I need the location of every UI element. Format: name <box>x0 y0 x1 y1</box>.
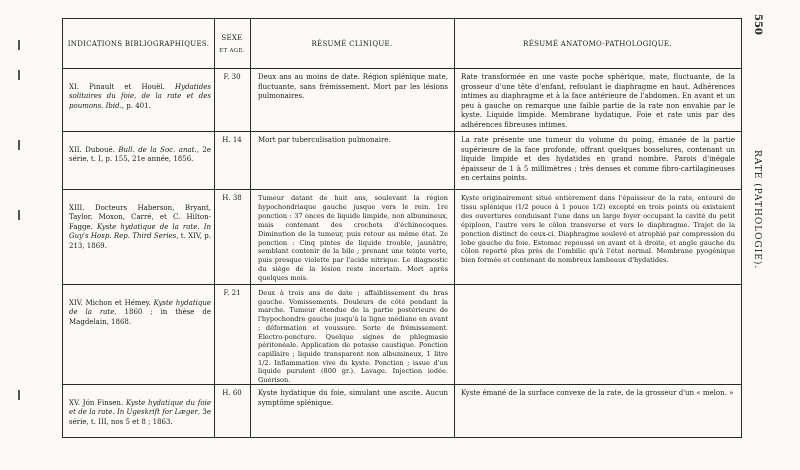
reference-xiv: XIV. Michon et Hémey. Kyste hydatique de la rate, 1860 ; in thèse de Magdelain, 1868. <box>69 298 212 326</box>
column-divider <box>454 19 455 437</box>
page-number: 550 <box>752 14 763 35</box>
margin-mark <box>18 70 20 80</box>
anatomo-xi: Rate transformée en une vaste poche sphérique, mate, fluctuante, de la grosseur d'une tête d'enfant, refoulant le diaphragme en haut. Adhérences intimes au diaphragme et à la face antérieure de l'abdomen. En avant et un peu à gauche on remarque une faible partie de la rate non envahie par le kyste. Liquide limpide. Membrane hydatique. Foie et rate unis par des adhérences fibreuses intimes. <box>461 73 735 129</box>
column-divider <box>250 19 251 437</box>
sex-age-xii: H. 14 <box>222 136 242 144</box>
header-sex-age: SEXE ET AGE. <box>214 19 250 69</box>
reference-xii: XII. Duboué. Bull. de la Soc. anat., 2e série, t. I, p. 155, 21e année, 1856. <box>69 145 211 164</box>
clinical-xii: Mort par tuberculisation pulmonaire. <box>258 136 391 144</box>
anatomo-xii: La rate présente une tumeur du volume du poing, émanée de la partie supérieure de la face profonde, offrant quelques bosselures, contenant un liquide limpide et des hydatides en grand nombre. Parois d'inégale épaisseur de 1 à 5 millimètres ; très denses et comme fibro-cartilagineuses en certains points. <box>461 136 735 183</box>
sex-age-xv: H. 60 <box>222 389 242 397</box>
margin-mark <box>18 40 20 50</box>
reference-xv: XV. Jón Finsen. Kyste hydatique du foie et de la rate. In Ugeskrift for Læger, 3e série, t. III, nos 5 et 8 ; 1863. <box>69 398 211 426</box>
row-divider <box>63 131 741 132</box>
anatomo-xiii: Kyste originairement situé entièrement dans l'épaisseur de la rate, entouré de tissu splénique (1/2 pouce à 1 pouce 1/2) excepté en trois points où existaient des ouvertures conduisant l'une dans un large foyer occupant la cavité du petit épiploon, l'autre vers le côlon transverse et vers le diaphragme. Trajet de la ponction distinct de ceux-ci. Diaphragme soulevé et atrophié par compression du lobe gauche du foie. Estomac repoussé en avant et à droite, et angle gauche du côlon reporté plus près de l'ombilic qu'à l'état normal. Membrane pyogénique bien formée et contenant de nombreux lambeaux d'hydatides. <box>461 194 735 265</box>
clinical-xv: Kyste hydatique du foie, simulant une ascite. Aucun symptôme splénique. <box>258 389 448 407</box>
margin-mark <box>18 140 20 150</box>
sex-age-xiii: H. 38 <box>222 194 242 202</box>
case-table <box>62 18 742 438</box>
running-title: RATE (PATHOLOGIE). <box>752 150 762 270</box>
row-divider <box>63 284 741 285</box>
reference-xi: XI. Pinault et Houël. Hydatides solitaires du foie, de la rate et des poumons. Ibid., p. 401. <box>69 82 211 110</box>
header-references: INDICATIONS BIBLIOGRAPHIQUES. <box>63 19 214 69</box>
sex-age-xiv: F. 21 <box>223 289 241 297</box>
header-anatomo: RÉSUMÉ ANATOMO-PATHOLOGIQUE. <box>454 19 741 69</box>
anatomo-xv: Kyste émané de la surface convexe de la rate, de la grosseur d'un « melon. » <box>461 389 734 397</box>
clinical-xi: Deux ans au moins de date. Région splénique mate, fluctuante, sans frémissement. Mort par les lésions pulmonaires. <box>258 73 448 101</box>
reference-xiii: XIII. Docteurs Haberson, Bryant, Taylor, Moxon, Carré, et C. Hilton-Fagge. Kyste hydatique de la rate. In Guy's Hosp. Rep. Third Series, t. XIV, p. 213, 1869. <box>69 203 211 250</box>
margin-mark <box>18 210 20 220</box>
row-divider <box>63 189 741 190</box>
clinical-xiii: Tumeur datant de huit ans, soulevant la région hypochondriaque gauche jusque vers le rein. 1re ponction : 37 onces de liquide limpide, non albumineux, mais contenant des crochets d'échinocoques. Diminution de la tumeur, puis retour au même état. 2e ponction : Cinq pintes de liquide trouble, jaunâtre, semblant contenir de la bile ; prenant une teinte verte, puis presque violette par l'acide nitrique. Le diagnostic du siège de la lésion reste incertain. Mort après quelques mois. <box>258 194 448 283</box>
sex-age-xi: F. 30 <box>223 73 241 81</box>
header-clinical: RÉSUMÉ CLINIQUE. <box>250 19 454 69</box>
clinical-xiv: Deux à trois ans de date ; affaiblissement du bras gauche. Vomissements. Douleurs de côté pendant la marche. Tumeur étendue de la partie postérieure de l'hypochondre gauche jusqu'à la ligne médiane en avant ; déformation et voussure. Sorte de frémissement. Électro-poncture. Quelque signes de phlegmasie péritonéale. Application de potasse caustique. Ponction capillaire ; liquide transparent non albumineux, 1 litre 1/2. Inflammation vive du kyste. Ponction ; issue d'un liquide purulent (800 gr.). Lavage. Injection iodée. Guérison. <box>258 289 448 385</box>
margin-mark <box>18 390 20 400</box>
